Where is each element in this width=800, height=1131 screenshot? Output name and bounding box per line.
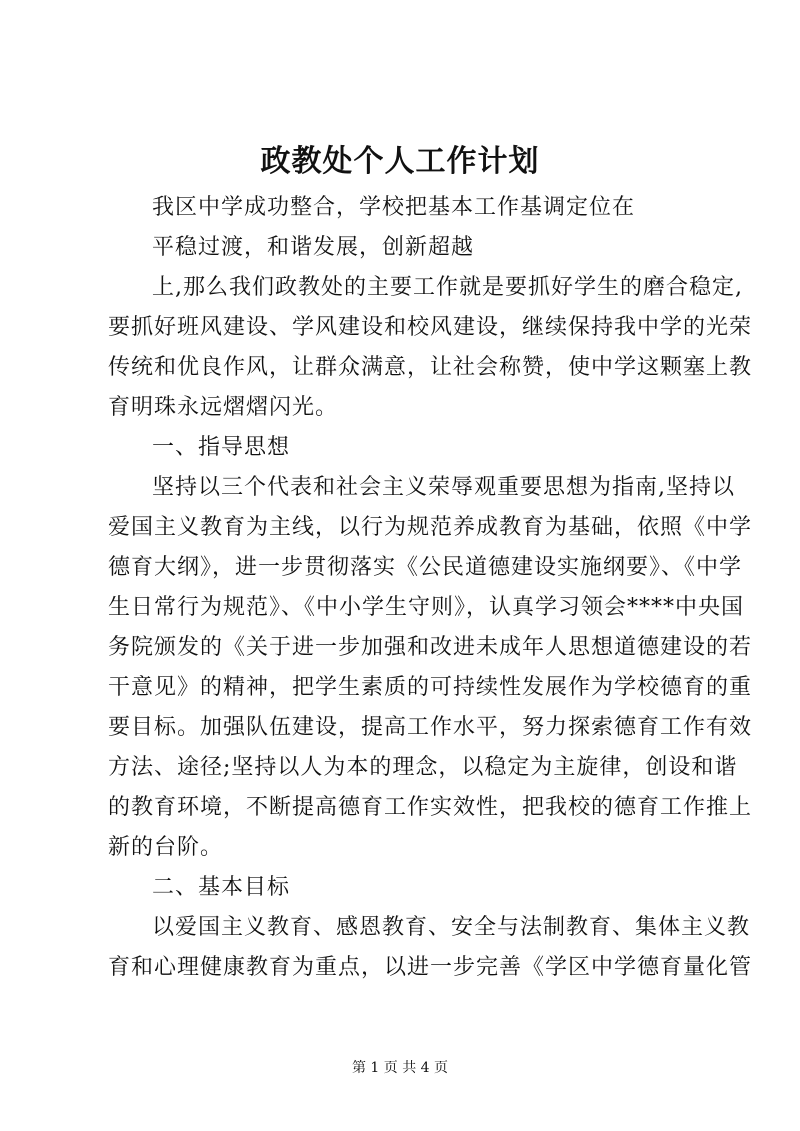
page-title: 政教处个人工作计划 <box>260 144 540 179</box>
text-line: 务院颁发的《关于进一步加强和改进未成年人思想道德建设的若 <box>108 635 753 660</box>
text-line: 方法、途径;坚持以人为本的理念，以稳定为主旋律，创设和谐 <box>108 755 738 780</box>
text-line: 平稳过渡，和谐发展，创新超越 <box>152 235 475 260</box>
text-line: 德育大纲》，进一步贯彻落实《公民道德建设实施纲要》、《中学 <box>108 555 743 580</box>
text-line: 传统和优良作风，让群众满意，让社会称赞，使中学这颗塞上教 <box>108 355 753 380</box>
text-line: 二、基本目标 <box>152 875 291 900</box>
text-line: 育和心理健康教育为重点，以进一步完善《学区中学德育量化管 <box>108 955 753 980</box>
text-line: 要抓好班风建设、学风建设和校风建设，继续保持我中学的光荣 <box>108 315 753 340</box>
text-line: 的教育环境，不断提高德育工作实效性，把我校的德育工作推上 <box>108 795 753 820</box>
text-line: 一、指导思想 <box>152 435 291 460</box>
text-line: 新的台阶。 <box>108 835 224 860</box>
text-line: 我区中学成功整合，学校把基本工作基调定位在 <box>152 195 636 220</box>
text-line: 以爱国主义教育、感恩教育、安全与法制教育、集体主义教 <box>152 915 751 940</box>
page-footer: 第 1 页 共 4 页 <box>351 1060 449 1076</box>
text-line: 生日常行为规范》、《中小学生守则》，认真学习领会****中央国 <box>108 595 745 620</box>
text-line: 育明珠永远熠熠闪光。 <box>108 395 339 420</box>
text-line: 爱国主义教育为主线，以行为规范养成教育为基础，依照《中学 <box>108 515 753 540</box>
text-line: 干意见》的精神，把学生素质的可持续性发展作为学校德育的重 <box>108 675 753 700</box>
document-body <box>108 188 753 988</box>
text-line: 要目标。加强队伍建设，提高工作水平，努力探索德育工作有效 <box>108 715 753 740</box>
text-line: 上,那么我们政教处的主要工作就是要抓好学生的磨合稳定, <box>152 275 743 300</box>
text-line: 坚持以三个代表和社会主义荣辱观重要思想为指南,坚持以 <box>152 475 735 500</box>
